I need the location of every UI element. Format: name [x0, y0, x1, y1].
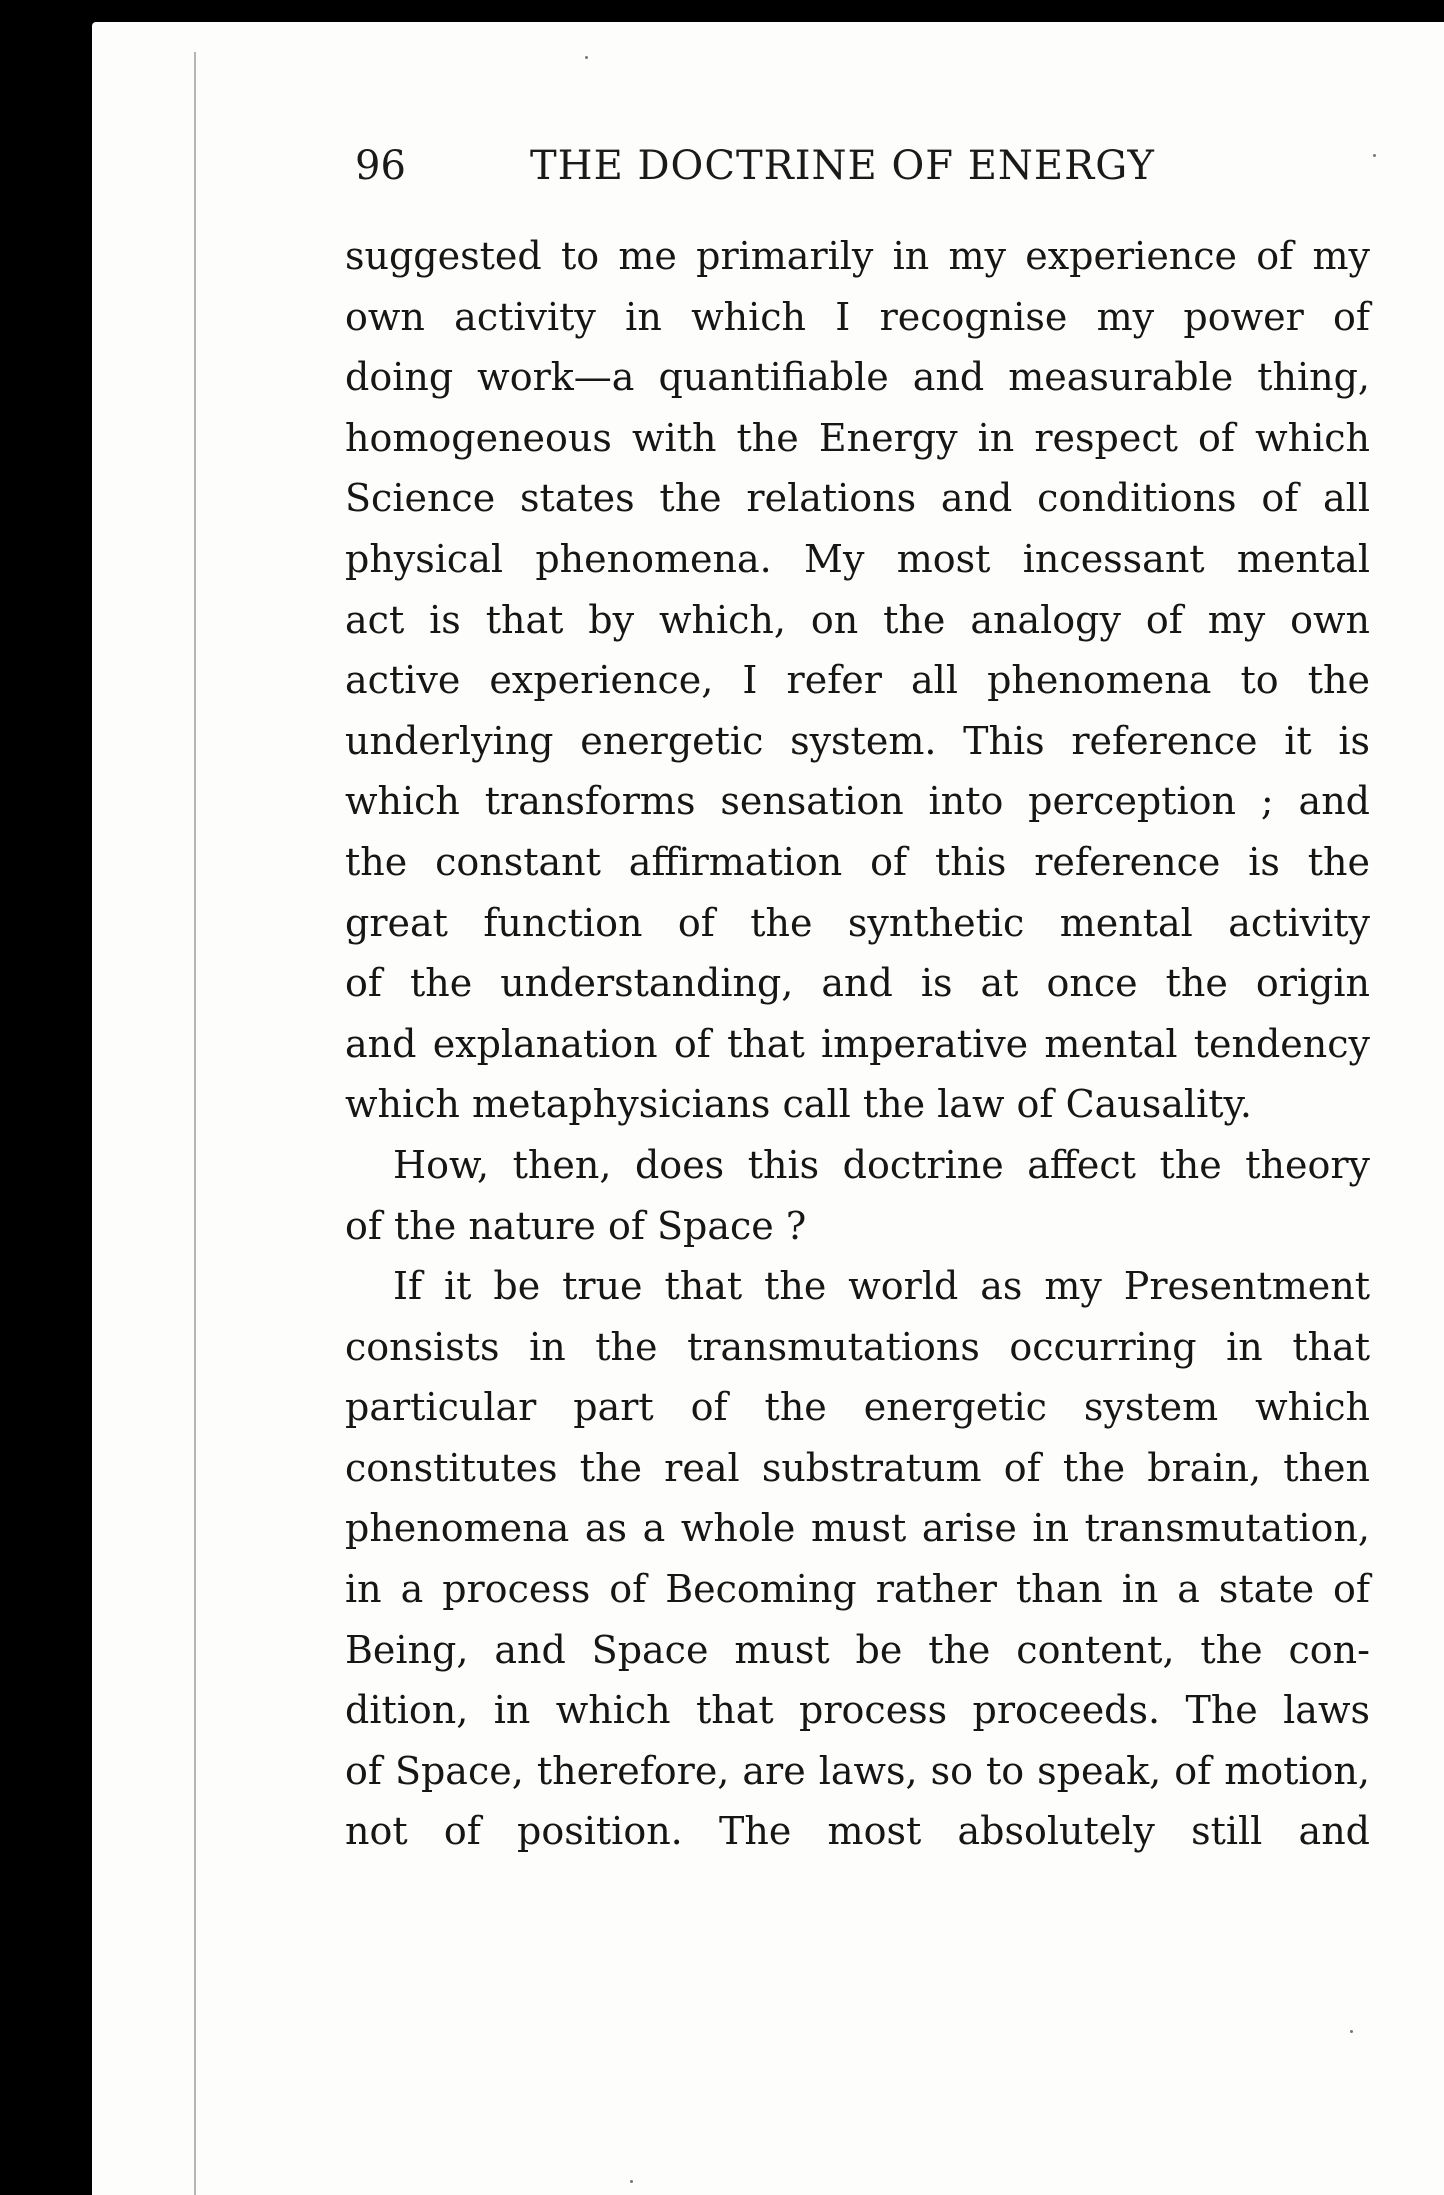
text-line: If it be true that the world as my Presentment — [393, 1264, 1370, 1309]
text-line: homogeneous with the Energy in respect of which — [345, 415, 1370, 460]
text-line: active experience, I refer all phenomena to the — [345, 658, 1370, 703]
text-line: of Space, therefore, are laws, so to speak, of motion, — [345, 1748, 1370, 1793]
text-line: the constant affirmation of this reference is the — [345, 839, 1370, 884]
text-line: dition, in which that process proceeds. The laws — [345, 1688, 1370, 1733]
paragraph — [345, 1256, 1370, 1862]
paragraph — [345, 1135, 1370, 1256]
text-line: underlying energetic system. This reference it is — [345, 718, 1370, 763]
dust-speck — [630, 2180, 633, 2183]
running-head — [355, 138, 1365, 194]
text-line: How, then, does this doctrine affect the theory — [393, 1142, 1370, 1187]
body-text — [345, 226, 1370, 1862]
dust-speck — [1373, 154, 1376, 157]
text-line: great function of the synthetic mental activity — [345, 900, 1370, 945]
text-line: own activity in which I recognise my power of — [345, 294, 1370, 339]
text-line: and explanation of that imperative mental tendency — [345, 1021, 1370, 1066]
text-line: constitutes the real substratum of the brain, then — [345, 1445, 1370, 1490]
dust-speck — [585, 56, 588, 59]
text-line: suggested to me primarily in my experience of my — [345, 234, 1370, 278]
text-line: Science states the relations and conditions of all — [345, 476, 1370, 521]
text-line: phenomena as a whole must arise in transmutation, — [345, 1506, 1370, 1551]
page-gutter-edge — [194, 52, 196, 2195]
page-number: 96 — [355, 143, 406, 189]
text-line: not of position. The most absolutely still and — [345, 1809, 1370, 1854]
paragraph — [345, 226, 1370, 1135]
text-line: doing work—a quantifiable and measurable thing, — [345, 355, 1370, 400]
dust-speck — [1350, 2030, 1353, 2033]
text-line: which metaphysicians call the law of Causality. — [345, 1082, 1253, 1127]
text-line: act is that by which, on the analogy of my own — [345, 597, 1370, 642]
text-line: of the understanding, and is at once the origin — [345, 961, 1370, 1006]
text-line: Being, and Space must be the content, the con- — [345, 1627, 1370, 1672]
text-line: particular part of the energetic system which — [345, 1385, 1370, 1430]
running-title: THE DOCTRINE OF ENERGY — [530, 143, 1155, 189]
text-line: in a process of Becoming rather than in a state of — [345, 1567, 1370, 1612]
text-line: which transforms sensation into perception ; and — [345, 779, 1370, 824]
text-line: of the nature of Space ? — [345, 1203, 807, 1248]
text-line: consists in the transmutations occurring in that — [345, 1324, 1370, 1369]
text-line: physical phenomena. My most incessant mental — [345, 536, 1370, 581]
